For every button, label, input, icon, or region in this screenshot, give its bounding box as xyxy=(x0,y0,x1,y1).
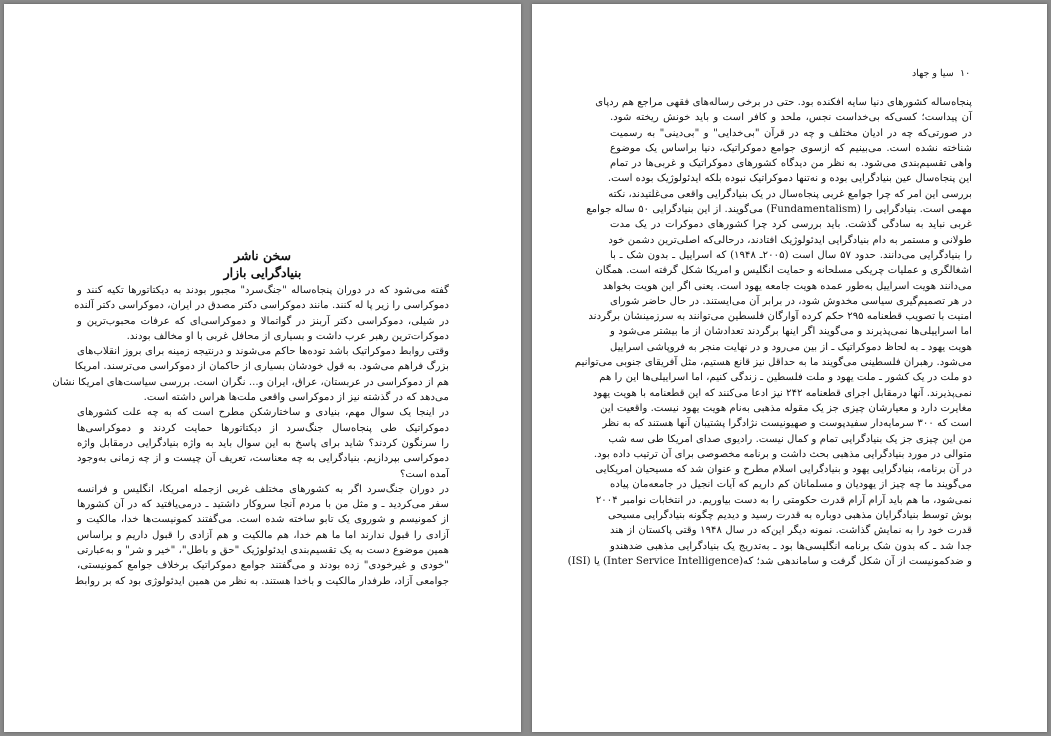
text-line: مغایرت دارد و معیارشان چیزی جز یک مقوله مذهبی به‌نام هویت یهود نیست. واقعیت این xyxy=(600,402,972,414)
text-line: نمی‌شود، ما هم باید آرام آرام قدرت حکومتی را به دست بیاوریم. در انتخابات نوامبر ۲۰۰۴ xyxy=(595,494,972,506)
text-line: در آن برنامه، بنیادگرایی یهود و بنیادگرایی اسلام مطرح و عنوان شد که مسیحیان امریکایی xyxy=(595,464,972,476)
right-page-body xyxy=(567,95,972,569)
text-line: جدا شد ـ که بدون شک برنامه انگلیسی‌ها بود ـ به‌تدریج یک بنیادگرایی مذهبی ضدهندو xyxy=(610,540,972,552)
text-line: متوالی در مورد بنیادگرایی مذهبی بحث داشت و برنامه مخصوصی برای آن ترتیب داده بود. xyxy=(593,448,972,460)
text-line: همین موضوع دست به یک تقسیم‌بندی ایدئولوژیک "حق و باطل"، "خیر و شر" و به‌عبارتی xyxy=(77,545,449,557)
text-line: سفر می‌کردید ـ و مثل من با مردم آنجا سروکار داشتید ـ درمی‌یافتید که در آن کشورها xyxy=(77,499,449,511)
text-line: آن پیداست؛ کسی‌که بی‌خداست نجس، ملحد و کافر است و باید خونش ریخته شود. xyxy=(610,112,972,124)
running-title: سیا و جهاد xyxy=(912,68,954,79)
text-line: بررسی این امر که چرا جوامع غربی پنجاه‌سال در یک بنیادگرایی واقعی می‌غلتیدند، نکته xyxy=(608,188,972,200)
text-line: دموکرات‌ترین رهبر عرب داشت و بسیاری از محافل غربی با او مخالف بودند. xyxy=(126,330,449,342)
text-line: شناخته نشده است. می‌بینیم که ازسوی جوامع دموکراتیک، دنیا براساس یک موضوع xyxy=(610,142,972,154)
text-line: هم از دموکراسی در عربستان، عراق، ایران و... نگران است. بررسی سیاست‌های امریکا نشان xyxy=(52,376,449,388)
text-line: بزرگ فراهم می‌شود. به قول خودشان بسیاری از حاکمان از دموکراسی می‌ترسند. امریکا xyxy=(74,361,449,373)
left-page xyxy=(4,4,521,732)
text-line: طولانی و مستمر به دام بنیادگرایی ایدئولوژیک افتادند، درحالی‌که اصلی‌ترین دشمن خود xyxy=(608,234,972,246)
text-line: وقتی روابط دموکراتیک باشد توده‌ها حاکم می‌شوند و درنتیجه زمینه برای بروز انقلاب‌های xyxy=(77,346,449,358)
text-line: امنیت با تصویب قطعنامه ۲۹۵ حکم کرده آوارگان فلسطین می‌توانند به سرزمینشان برگردند xyxy=(588,311,972,323)
text-line: مهمی است. بنیادگرایی را (Fundamentalism) می‌گویند. از این بنیادگرایی ۵۰ ساله جوامع xyxy=(586,204,972,216)
text-line: قدرت خود را به نمایش گذاشت. نمونه دیگر این‌که در سال ۱۹۴۸ وقتی پاکستان از هند xyxy=(610,525,972,537)
text-line: جوامعی آزاد، طرفدار مالکیت و باخدا هستند. به نظر من همین ایدئولوژی بود که بر روابط xyxy=(74,575,449,587)
text-line: می‌دهد که در گذشته نیز از دموکراسی واقعی ملت‌ها هراس داشته است. xyxy=(143,392,449,404)
publisher-note-title: سخن ناشر xyxy=(233,248,292,263)
text-line: بوش توسط بنیادگرایان مذهبی دوباره به قدرت رسید و دیدیم چگونه بنیادگرایی مسیحی xyxy=(607,510,972,522)
text-line: من این چیزی جز یک بنیادگرایی تمام و کمال نیست. رادیوی صدای امریکا طی سه شب xyxy=(608,433,972,445)
text-line: را بنیادگرایی می‌دانند. حدود ۵۷ سال است (۲۰۰۵ـ ۱۹۴۸) که اسراییل ـ بدون شک ـ با xyxy=(610,249,972,261)
right-page xyxy=(532,4,1047,732)
text-line: اشغالگری و عملیات چریکی مسلحانه و حمایت انگلیس و امریکا شکل گرفته است. همگان xyxy=(595,265,972,277)
text-line: در شیلی، دموکراسی دکتر آربنز در گواتمالا و دموکراسی‌ای که عرفات محبوب‌ترین و xyxy=(77,315,449,327)
page-number: ۱۰ xyxy=(960,68,971,79)
text-line: دو ملت در یک کشور ـ ملت یهود و ملت فلسطین ـ زندگی کنیم، اما اسراییلی‌ها این را هم xyxy=(599,372,972,384)
text-line: واهی تقسیم‌بندی می‌شود. به نظر من دیدگاه کشورهای دموکراتیک و غربی‌ها در تمام xyxy=(610,158,972,170)
text-line: در اینجا یک سوال مهم، بنیادی و ساختارشکن مطرح است که به چه علت کشورهای xyxy=(77,407,449,419)
text-line: دموکراتیک طی پنجاه‌سال جنگ‌سرد از دیکتاتورها حمایت کردند و دموکراسی‌ها xyxy=(77,422,449,434)
text-line: و ضدکمونیست از آن شکل گرفت و ساماندهی شد؛ که(Inter Service Intelligence) یا (ISI) xyxy=(567,555,972,567)
text-line: در صورتی‌که چه در ادیان مختلف و چه در قرآن "بی‌خدایی" و "بی‌دینی" به رسمیت xyxy=(610,127,972,139)
text-line: غربی نباید به سادگی گذشت. باید بررسی کرد چرا کشورهای دموکرات در یک مدت xyxy=(610,219,972,231)
text-line: آمده است؟ xyxy=(400,468,449,480)
text-line: در دوران جنگ‌سرد اگر به کشورهای مختلف غربی ازجمله امریکا، انگلیس و فرانسه xyxy=(77,483,449,495)
text-line: پنجاه‌ساله کشورهای دنیا سایه افکنده بود. حتی در برخی رساله‌های فقهی مراجع هم ردپای xyxy=(595,97,972,108)
text-line: می‌شود. رهبران فلسطینی می‌گویند ما به حداقل نیز قانع هستیم، مثل آفریقای جنوبی می‌توانیم xyxy=(574,357,972,369)
text-line: هویت یهود ـ به لحاظ دموکراتیک ـ از بین می‌رود و در نهایت منجر به فروپاشی اسراییل xyxy=(610,341,972,353)
text-line: را سرنگون کردند؟ شاید برای پاسخ به این سوال باید به واژه بنیادگرایی درمقابل واژه xyxy=(77,437,449,449)
text-line: اما اسراییلی‌ها نمی‌پذیرند و می‌گویند اگر اینها برگردند تعدادشان از ما بیشتر می‌شود و xyxy=(610,326,972,338)
text-line: می‌دانند هویت اسراییل به‌طور عمده هویت جامعه یهود است. یعنی اگر این هویت بخواهد xyxy=(602,280,972,292)
text-line: نمی‌پذیرند. آنها درمقابل اجرای قطعنامه ۲۴۲ نیز ادعا می‌کنند که این قطعنامه با هویت یهود xyxy=(592,387,972,399)
text-line: دموکراسی بپردازیم. بنیادگرایی به چه معناست، تعریف آن چیست و از چه زمانی به‌وجود xyxy=(77,453,449,465)
text-line: است که ۳۰۰ سرمایه‌دار سفیدپوست و صهیونیست نژادگرا پشتیبان آنها هستند که به نظر xyxy=(602,418,972,430)
text-line: "خودی و غیرخودی" زده بودند و می‌گفتند جوامع دموکراتیک برخلاف جوامع کمونیستی، xyxy=(77,560,449,572)
left-page-body xyxy=(52,283,449,589)
text-line: گفته می‌شود که در دوران پنجاه‌ساله "جنگ‌سرد" مجبور بودند به دیکتاتورها تکیه کنند و xyxy=(77,285,449,296)
text-line: این پنجاه‌سال عین بنیادگرایی بوده و نه‌تنها دموکراتیک نبوده بلکه ایدئولوژیک بوده است. xyxy=(607,173,972,185)
text-line: از کمونیسم و شوروی یک تابو ساخته شده است. می‌گفتند کمونیست‌ها خدا، مالکیت و xyxy=(77,514,449,526)
text-line: آزادی را قبول ندارند اما ما هم خدا، هم مالکیت و هم آزادی را قبول داریم و براساس xyxy=(77,529,449,541)
text-line: در هر تصمیم‌گیری سیاسی مخدوش شود، در برابر آن می‌ایستند. در حال حاضر شورای xyxy=(610,295,972,307)
text-line: دموکراسی را زیر پا له کنند. مانند دموکراسی دکتر مصدق در ایران، دموکراسی دکتر آلنده xyxy=(74,300,449,312)
publisher-note-subtitle: بنیادگرایی بازار xyxy=(223,265,302,280)
text-line: می‌گویند ما چه چیز از یهودیان و مسلمانان کم داریم که آیات انجیل در جامعه‌مان پیاده xyxy=(610,479,972,491)
